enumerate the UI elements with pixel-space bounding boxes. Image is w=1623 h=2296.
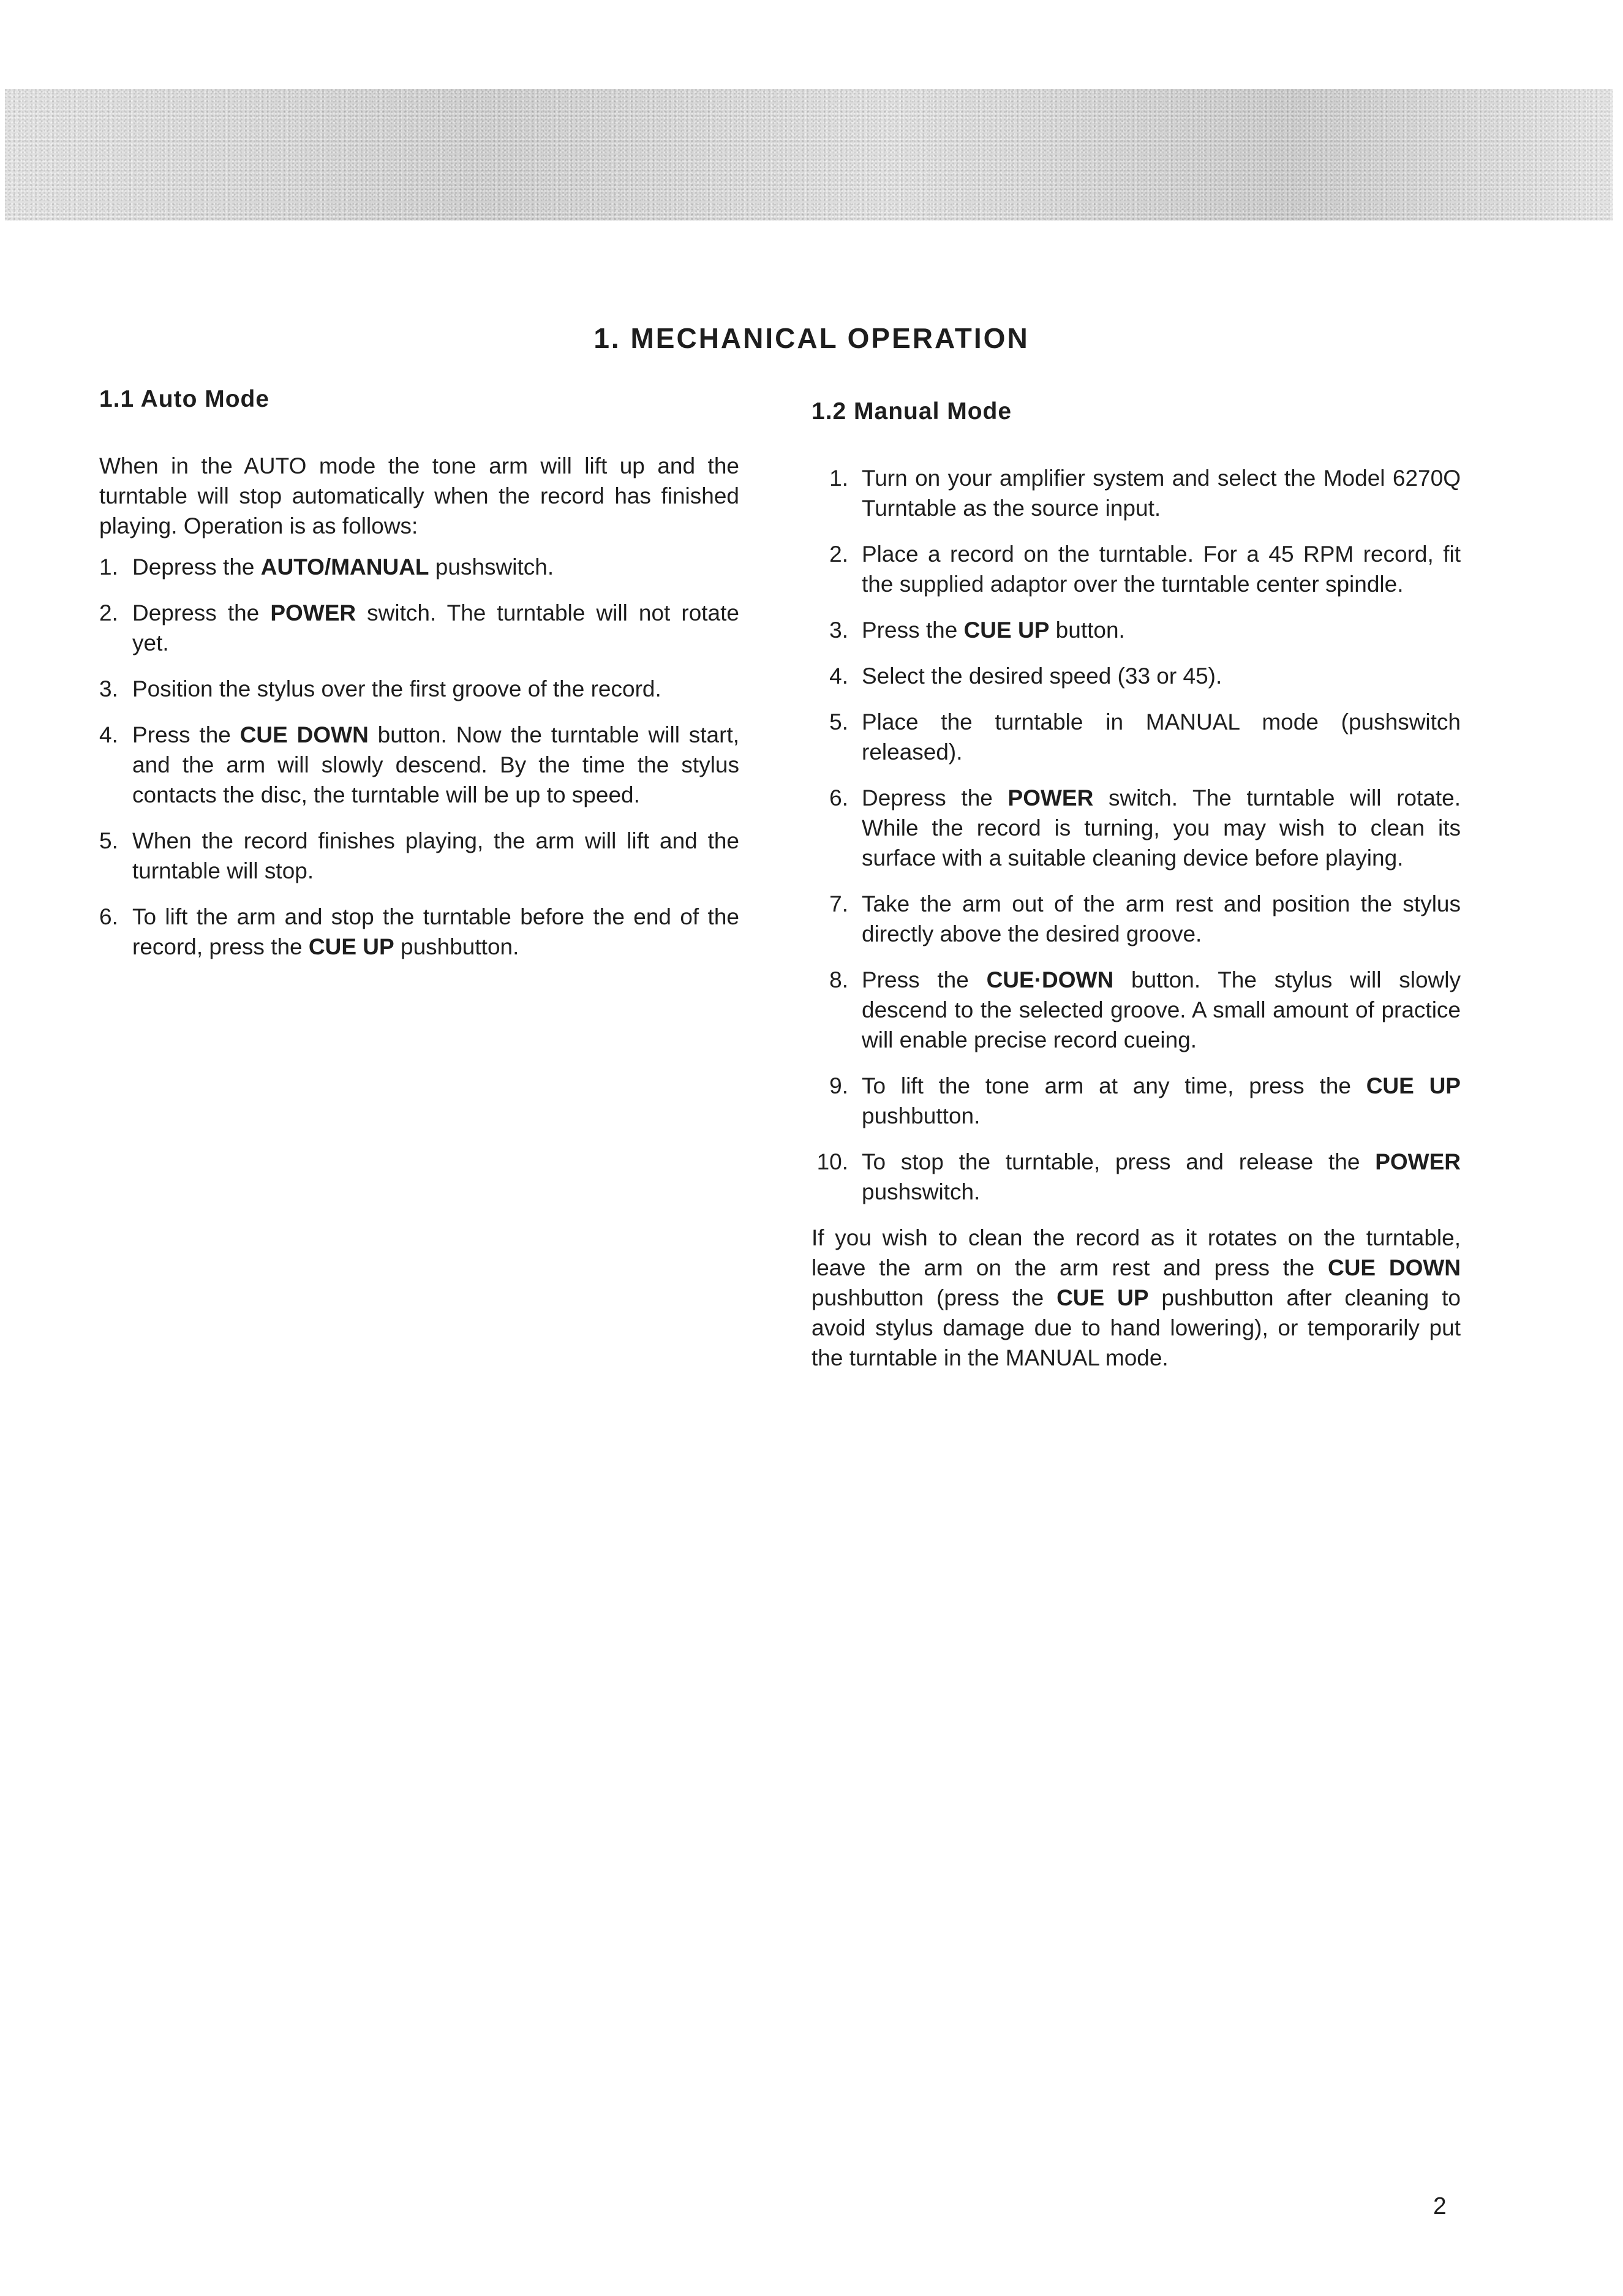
step-keyword: CUE UP	[1366, 1073, 1461, 1098]
step-number: 5.	[99, 828, 118, 853]
step-text: To lift the arm and stop the turntable before the end of the record, press the	[132, 904, 739, 959]
step-text: Take the arm out of the arm rest and position the stylus directly above the desired groove.	[862, 891, 1461, 946]
step-keyword: CUE·DOWN	[986, 967, 1114, 992]
step-text: pushbutton.	[862, 1103, 981, 1128]
manual-mode-closing-paragraph	[812, 1223, 1461, 1373]
manual-step-2	[812, 539, 1461, 599]
page-title: 1. MECHANICAL OPERATION	[593, 322, 1030, 354]
step-text: Depress the	[132, 600, 271, 625]
step-number: 9.	[829, 1073, 848, 1098]
manual-step-5	[812, 707, 1461, 767]
step-number: 2.	[829, 542, 848, 567]
step-keyword: CUE UP	[308, 934, 394, 959]
step-keyword: AUTO/MANUAL	[260, 554, 429, 580]
step-number: 3.	[99, 676, 118, 701]
auto-mode-heading: 1.1 Auto Mode	[99, 386, 270, 412]
auto-mode-intro: When in the AUTO mode the tone arm will lift up and the turntable will stop automatically when the record has finished playing. Operation is as follows:	[99, 453, 739, 538]
step-text: Depress the	[862, 785, 1008, 810]
step-number: 6.	[829, 785, 848, 810]
auto-step-1	[99, 552, 739, 582]
step-number: 5.	[829, 709, 848, 734]
step-number: 3.	[829, 617, 848, 643]
manual-step-8	[812, 965, 1461, 1055]
manual-step-3	[812, 615, 1461, 645]
auto-step-5	[99, 826, 739, 886]
auto-step-6	[99, 902, 739, 962]
step-text: Place a record on the turntable. For a 45 RPM record, fit the supplied adaptor over the turntable center spindle.	[862, 542, 1461, 597]
step-text: switch. The turntable will rotate. While the record is turning, you may wish to clean its surface with a suitable cleaning device before playing.	[862, 785, 1461, 870]
auto-step-3	[99, 674, 739, 704]
manual-step-4	[812, 661, 1461, 691]
step-text: To lift the tone arm at any time, press the	[862, 1073, 1366, 1098]
step-number: 2.	[99, 600, 118, 625]
step-text: Select the desired speed (33 or 45).	[862, 663, 1222, 689]
manual-mode-steps	[812, 463, 1461, 1207]
step-number: 4.	[99, 722, 118, 747]
step-text: Place the turntable in MANUAL mode (pushswitch released).	[862, 709, 1461, 765]
auto-step-4	[99, 720, 739, 810]
step-keyword: POWER	[1375, 1149, 1461, 1174]
step-number: 8.	[829, 967, 848, 992]
auto-step-2	[99, 598, 739, 658]
step-text: Press the	[862, 617, 964, 643]
manual-step-6	[812, 783, 1461, 873]
closing-text: pushbutton (press the	[812, 1285, 1057, 1310]
page-number: 2	[1433, 2193, 1447, 2219]
step-text: To stop the turntable, press and release the	[862, 1149, 1376, 1174]
manual-step-10	[812, 1147, 1461, 1207]
header-texture-band	[5, 89, 1613, 221]
step-text: button.	[1049, 617, 1125, 643]
step-keyword: CUE DOWN	[239, 722, 369, 747]
step-number: 4.	[829, 663, 848, 689]
step-number: 10.	[816, 1149, 848, 1174]
step-text: Position the stylus over the first groove of the record.	[132, 676, 661, 701]
step-keyword: POWER	[270, 600, 356, 625]
step-text: switch. The turntable will not rotate yet.	[132, 600, 739, 655]
step-text: Press the	[132, 722, 240, 747]
step-number: 6.	[99, 904, 118, 929]
manual-step-7	[812, 889, 1461, 949]
manual-mode-heading: 1.2 Manual Mode	[812, 398, 1012, 425]
step-text: Turn on your amplifier system and select the Model 6270Q Turntable as the source input.	[862, 466, 1461, 521]
step-keyword: CUE UP	[963, 617, 1050, 643]
closing-text: If you wish to clean the record as it rotates on the turntable, leave the arm on the arm rest and press the	[812, 1225, 1461, 1280]
closing-text: pushbutton after cleaning to avoid stylus damage due to hand lowering), or temporarily put the turntable in the MANUAL mode.	[812, 1285, 1461, 1370]
manual-mode-section	[812, 398, 1461, 1384]
step-text: When the record finishes playing, the arm will lift and the turntable will stop.	[132, 828, 739, 883]
manual-step-1	[812, 463, 1461, 523]
step-text: pushswitch.	[862, 1179, 981, 1204]
step-text: Press the	[862, 967, 987, 992]
step-number: 7.	[829, 891, 848, 916]
closing-keyword: CUE UP	[1056, 1285, 1149, 1310]
step-text: button. The stylus will slowly descend to the selected groove. A small amount of practice will enable precise record cueing.	[862, 967, 1461, 1052]
step-text: Depress the	[132, 554, 261, 580]
step-text: pushswitch.	[429, 554, 554, 580]
step-keyword: POWER	[1007, 785, 1094, 810]
step-number: 1.	[829, 466, 848, 491]
closing-keyword: CUE DOWN	[1327, 1255, 1461, 1280]
auto-mode-section	[99, 386, 739, 978]
step-number: 1.	[99, 554, 118, 580]
step-text: pushbutton.	[394, 934, 519, 959]
auto-mode-steps	[99, 552, 739, 962]
manual-step-9	[812, 1071, 1461, 1131]
step-text: button. Now the turntable will start, and the arm will slowly descend. By the time the stylus contacts the disc, the turntable will be up to speed.	[132, 722, 740, 807]
